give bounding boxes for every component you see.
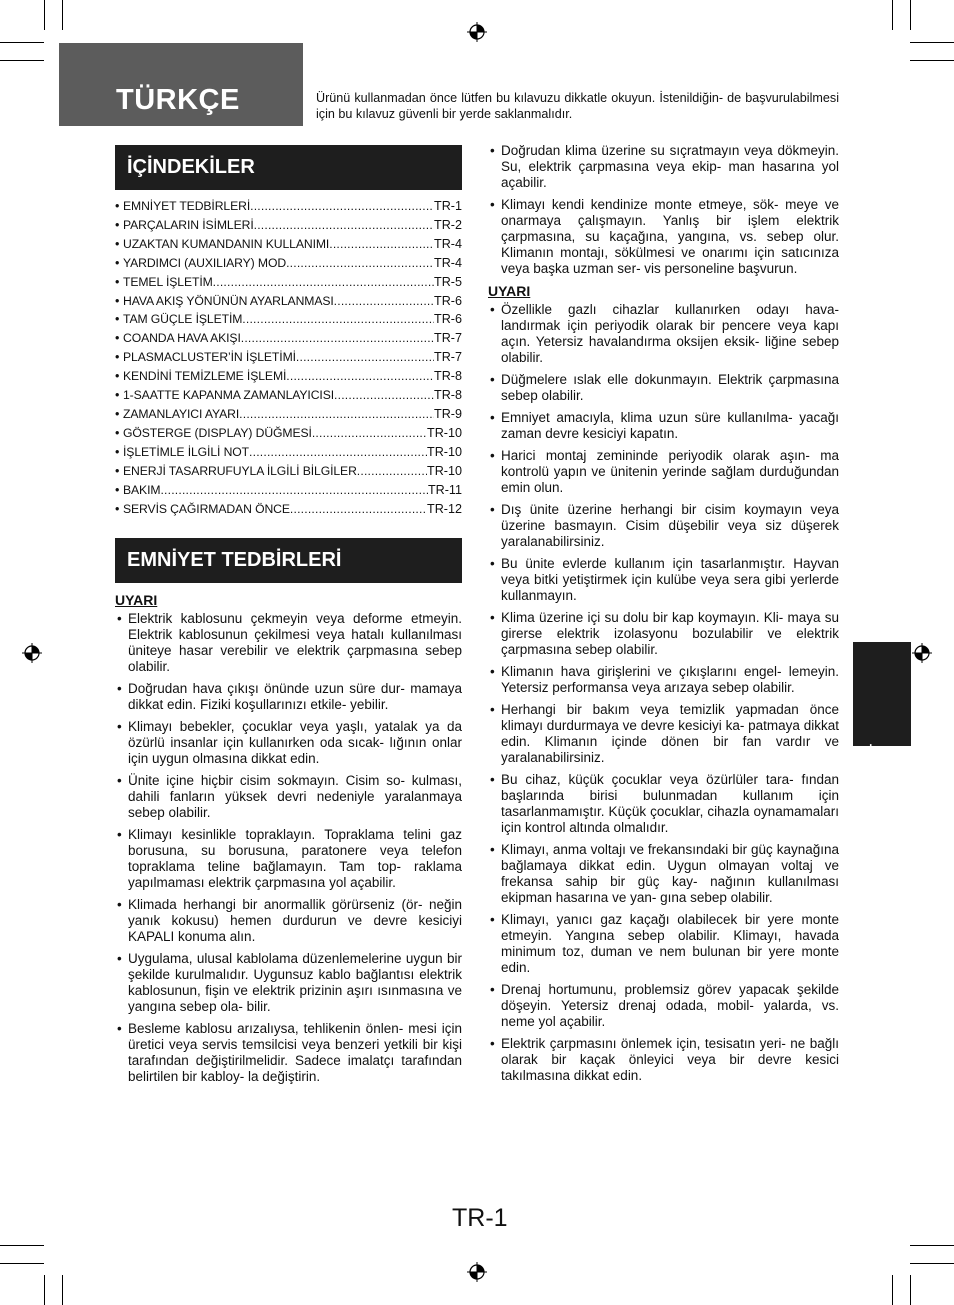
bullet: • <box>115 501 120 516</box>
toc-item-page: TR-10 <box>427 425 462 440</box>
bullet: • <box>115 255 120 270</box>
safety-item: • Elektrik kablosunu çekmeyin veya deforme etmeyin. Elektrik kablosunun çekilmesi veya hatalı kullanılması üniteye hasar verebilir ve elektrik çarpmasına sebep olabilir. <box>115 611 462 675</box>
toc-dot-leader <box>334 386 434 405</box>
crop-mark <box>892 0 893 30</box>
safety-item: • Bu cihaz, küçük çocuklar veya özürlüler tara- fından başlarında birisi bulunmadan kullanım için tasarlanmamıştır. Küçük çocuklar, cihazla oynamamaları için kontrol altında olmalıdır. <box>488 772 839 836</box>
safety-list-right <box>488 302 839 1084</box>
crop-mark <box>910 42 954 43</box>
bullet: • <box>115 482 120 497</box>
safety-item: • Bu ünite evlerde kullanım için tasarlanmıştır. Hayvan veya bitki yetiştirmek için kulübe veya sera gibi yerlerde kullanmayın. <box>488 556 839 604</box>
toc-item-label: ENERJİ TASARRUFUYLA İLGİLİ BİLGİLER <box>123 463 357 478</box>
toc-dot-leader <box>241 329 434 348</box>
toc-item <box>115 443 462 462</box>
toc-dot-leader <box>290 500 427 519</box>
registration-mark-icon <box>22 643 42 663</box>
registration-mark-icon <box>467 1262 487 1282</box>
toc-item-label: TEMEL İŞLETİM <box>123 274 213 289</box>
bullet: • <box>115 406 120 421</box>
toc-dot-leader <box>160 481 428 500</box>
crop-mark <box>62 1275 63 1305</box>
toc-item-page: TR-6 <box>434 312 462 327</box>
right-column <box>488 143 839 1090</box>
safety-item: • Dış ünite üzerine herhangi bir cisim koymayın veya üzerine basmayın. Cisim düşebilir veya siz düşerek yaralanabilirsiniz. <box>488 502 839 550</box>
toc-dot-leader <box>239 405 434 424</box>
toc-dot-leader <box>334 292 434 311</box>
toc-item <box>115 424 462 443</box>
toc-item-label: SERVİS ÇAĞIRMADAN ÖNCE <box>123 501 290 516</box>
toc-dot-leader <box>213 273 434 292</box>
toc-dot-leader <box>250 197 434 216</box>
toc-item-page: TR-4 <box>434 255 462 270</box>
toc-item-label: UZAKTAN KUMANDANIN KULLANIMI <box>123 236 330 251</box>
toc-item <box>115 273 462 292</box>
toc-item-page: TR-4 <box>434 236 462 251</box>
bullet: • <box>115 199 120 213</box>
safety-list-right-top <box>488 143 839 277</box>
safety-item: • Klimayı kesinlikle topraklayın. Topraklama telini gaz borusuna, su borusuna, paratonere veya telefon topraklama teline bağlamayın. Tam top- raklama yapılmaması elektrik çarpmasına yol açabilir. <box>115 827 462 891</box>
toc-item <box>115 310 462 329</box>
crop-mark <box>892 1275 893 1305</box>
safety-item: • Besleme kablosu arızalıysa, tehlikenin önlen- mesi için üretici veya servis temsilcisi veya benzeri yetkili bir kişi tarafından değiştirilmelidir. Sadece imalatçı tarafından belirtilen bir kabloy- la değiştirin. <box>115 1021 462 1085</box>
toc-item-page: TR-6 <box>434 293 462 308</box>
side-language-tab <box>853 642 911 807</box>
intro-text: Ürünü kullanmadan önce lütfen bu kılavuzu dikkatle okuyun. İstenildiğin- de başvurulabilmesi için bu kılavuz güvenli bir yerde saklanmalıdır. <box>316 91 839 121</box>
toc-dot-leader <box>254 216 434 235</box>
toc-item <box>115 254 462 273</box>
toc-item <box>115 329 462 348</box>
toc-dot-leader <box>329 235 434 254</box>
crop-mark <box>0 42 44 43</box>
toc-item-label: TAM GÜÇLE İŞLETİM <box>123 312 243 327</box>
registration-mark-icon <box>912 643 932 663</box>
table-of-contents <box>115 197 462 518</box>
crop-mark <box>910 1275 911 1305</box>
warning-heading: UYARI <box>488 283 531 299</box>
toc-item-page: TR-2 <box>434 217 462 232</box>
toc-item-label: BAKIM <box>123 482 161 497</box>
toc-item-page: TR-9 <box>434 406 462 421</box>
toc-item <box>115 292 462 311</box>
toc-item <box>115 500 462 519</box>
toc-item-label: İŞLETİMLE İLGİLİ NOT <box>123 444 250 459</box>
toc-dot-leader <box>296 348 434 367</box>
safety-item: • Doğrudan hava çıkışı önünde uzun süre dur- mamaya dikkat edin. Fiziki koşullarınızı etkile- yebilir. <box>115 681 462 713</box>
toc-dot-leader <box>312 424 427 443</box>
bullet: • <box>115 350 120 365</box>
toc-dot-leader <box>286 367 434 386</box>
safety-item: • Özellikle gazlı cihazlar kullanırken odayı hava- landırmak için periyodik olarak bir pencere veya kapı açın. Yetersiz havalandırma oksijen eksik- liğine sebep olabilir. <box>488 302 839 366</box>
toc-title: İÇİNDEKİLER <box>115 145 462 190</box>
crop-mark <box>910 1245 954 1246</box>
toc-item-page: TR-10 <box>427 444 462 459</box>
warning-heading: UYARI <box>115 592 158 609</box>
safety-item: • Klima üzerine içi su dolu bir kap koymayın. Kli- maya su girerse elektrik izolasyonu bozulabilir ve elektrik çarpmasına sebep olabilir. <box>488 610 839 658</box>
toc-item-page: TR-7 <box>434 350 462 365</box>
bullet: • <box>115 444 120 459</box>
toc-item-label: ZAMANLAYICI AYARI <box>123 406 240 421</box>
toc-dot-leader <box>286 254 434 273</box>
toc-item-page: TR-8 <box>434 369 462 384</box>
toc-item-page: TR-8 <box>434 388 462 403</box>
crop-mark <box>44 0 45 30</box>
crop-mark <box>0 1263 44 1264</box>
bullet: • <box>115 388 120 403</box>
toc-item-label: HAVA AKIŞ YÖNÜNÜN AYARLANMASI <box>123 293 334 308</box>
bullet: • <box>115 425 120 440</box>
safety-item: • Ünite içine hiçbir cisim sokmayın. Cisim so- kulması, dahili fanların yüksek devri nedeniyle yaralanmaya sebep olabilir. <box>115 773 462 821</box>
safety-item: • Klimayı, yanıcı gaz kaçağı olabilecek bir yere monte etmeyin. Yangına sebep olabilir. Klimayı, havada minimum toz, duman ve nem bulunan bir yere monte edin. <box>488 912 839 976</box>
safety-item: • Klimayı bebekler, çocuklar veya yaşlı, yatalak ya da özürlü insanlar için kullanırken oda sıcak- lığının onlar için uygun olmasına dikkat edin. <box>115 719 462 767</box>
safety-item: • Drenaj hortumunu, problemsiz görev yapacak şekilde döşeyin. Yetersiz drenaj odada, mobil- yalarda, vs. neme yol açabilir. <box>488 982 839 1030</box>
safety-item: • Klimayı, anma voltajı ve frekansındaki bir güç kaynağına bağlamaya dikkat edin. Uygun olmayan voltaj ve frekansa sahip bir güç kay- nağının kullanılması ekipman hasarına ve yan- gına sebep olabilir. <box>488 842 839 906</box>
safety-item: • Düğmelere ıslak elle dokunmayın. Elektrik çarpmasına sebep olabilir. <box>488 372 839 404</box>
toc-item-label: GÖSTERGE (DISPLAY) DÜĞMESİ <box>123 425 312 440</box>
toc-dot-leader <box>249 443 427 462</box>
toc-item-label: YARDIMCI (AUXILIARY) MOD <box>123 255 287 270</box>
safety-item: • Elektrik çarpmasını önlemek için, tesisatın yeri- ne bağlı olarak bir kaçak önleyici veya bir devre kesici takılmasına dikkat edin. <box>488 1036 839 1084</box>
toc-item-label: PARÇALARIN İSİMLERİ <box>123 217 254 232</box>
bullet: • <box>115 293 120 308</box>
crop-mark <box>0 60 44 61</box>
toc-item <box>115 462 462 481</box>
toc-item <box>115 386 462 405</box>
bullet: • <box>115 312 120 327</box>
toc-item-label: COANDA HAVA AKIŞI <box>123 331 241 346</box>
toc-item-page: TR-5 <box>434 274 462 289</box>
toc-item <box>115 481 462 500</box>
toc-item <box>115 235 462 254</box>
toc-item-label: PLASMACLUSTER’İN İŞLETİMİ <box>123 350 296 365</box>
bullet: • <box>115 331 120 346</box>
toc-dot-leader <box>242 310 434 329</box>
crop-mark <box>0 1245 44 1246</box>
toc-item-page: TR-1 <box>434 199 462 213</box>
language-title: TÜRKÇE <box>116 84 240 116</box>
toc-item <box>115 216 462 235</box>
toc-item-label: EMNİYET TEDBİRLERİ <box>123 199 251 213</box>
safety-title: EMNİYET TEDBİRLERİ <box>115 538 462 583</box>
toc-item-page: TR-7 <box>434 331 462 346</box>
left-column <box>115 145 462 1091</box>
crop-mark <box>910 60 954 61</box>
bullet: • <box>115 369 120 384</box>
page-number: TR-1 <box>452 1204 508 1232</box>
toc-item <box>115 197 462 216</box>
toc-item-page: TR-11 <box>427 482 462 497</box>
toc-item <box>115 348 462 367</box>
toc-item-page: TR-12 <box>427 501 462 516</box>
safety-item: • Harici montaj zemininde periyodik olarak aşın- ma kontrolü yapın ve ünitenin yerinde sağlam durduğundan emin olun. <box>488 448 839 496</box>
side-tab-label: TÜRKÇE <box>859 744 874 807</box>
safety-item: • Uygulama, ulusal kablolama düzenlemelerine uygun bir şekilde kurulmalıdır. Uygunsuz kablo bağlantısı elektrik kablosunun, fişin ve elektrik prizinin aşırı ısınmasına ve yangına sebep ola- bilir. <box>115 951 462 1015</box>
toc-item-page: TR-10 <box>427 463 462 478</box>
toc-item-label: KENDİNİ TEMİZLEME İŞLEMİ <box>123 369 287 384</box>
toc-dot-leader <box>357 462 427 481</box>
registration-mark-icon <box>467 22 487 42</box>
crop-mark <box>44 1275 45 1305</box>
crop-mark <box>62 0 63 30</box>
safety-item: • Klimayı kendi kendinize monte etmeye, sök- meye ve onarmaya çalışmayın. Yanlış bir işlem elektrik çarpmasına, su kaçağına, yangına, vs. sebep olur. Klimanın montajı, sökülmesi ve onarımı için satıcınıza veya başka uzman ser- vis personeline başvurun. <box>488 197 839 277</box>
bullet: • <box>115 274 120 289</box>
bullet: • <box>115 217 120 232</box>
crop-mark <box>910 0 911 30</box>
toc-item <box>115 405 462 424</box>
bullet: • <box>115 236 120 251</box>
safety-item: • Klimada herhangi bir anormallik görürseniz (ör- neğin yanık kokusu) hemen durdurun ve devre kesiciyi KAPALI konuma alın. <box>115 897 462 945</box>
safety-item: • Herhangi bir bakım veya temizlik yapmadan önce klimayı durdurmaya ve devre kesiciyi ka- patmaya dikkat edin. Klimanın içinde dönen bir fan vardır ve yaralanabilirsiniz. <box>488 702 839 766</box>
toc-item <box>115 367 462 386</box>
safety-item: • Doğrudan klima üzerine su sıçratmayın veya dökmeyin. Su, elektrik çarpmasına veya ekip- man hasarına yol açabilir. <box>488 143 839 191</box>
bullet: • <box>115 463 120 478</box>
safety-item: • Emniyet amacıyla, klima uzun süre kullanılma- yacağı zaman devre kesiciyi kapatın. <box>488 410 839 442</box>
safety-list-left <box>115 611 462 1085</box>
safety-item: • Klimanın hava girişlerini ve çıkışlarını engel- lemeyin. Yetersiz performansa veya arızaya sebep olabilir. <box>488 664 839 696</box>
crop-mark <box>910 1263 954 1264</box>
toc-item-label: 1-SAATTE KAPANMA ZAMANLAYICISI <box>123 388 335 403</box>
